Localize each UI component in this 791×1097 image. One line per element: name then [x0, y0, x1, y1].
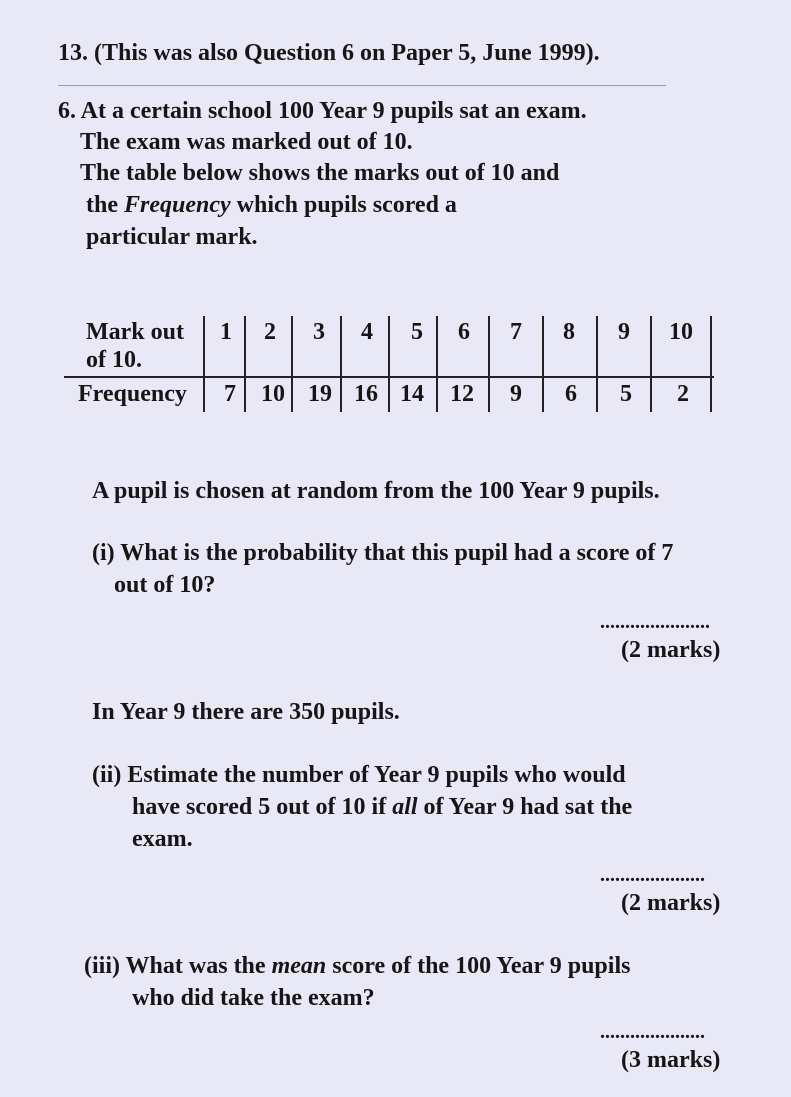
intro-line-4	[86, 190, 457, 220]
q2-line-2	[132, 792, 632, 822]
q2-marks: (2 marks)	[621, 890, 721, 916]
table-col-divider	[388, 316, 390, 412]
q1-line-1: (i) What is the probability that this pupil had a score of 7	[92, 540, 674, 566]
mark-cell: 2	[264, 319, 276, 345]
q2-line-2-em: all	[392, 794, 418, 820]
frequency-cell: 2	[677, 381, 689, 407]
table-col-divider	[650, 316, 652, 412]
table-col-divider	[542, 316, 544, 412]
q3-line-1	[84, 951, 630, 981]
q1-answer-line[interactable]: ......................	[600, 611, 710, 633]
q3-line-1-post: score of the 100 Year 9 pupils	[326, 953, 631, 979]
mark-cell: 8	[563, 319, 575, 345]
table-col-divider	[203, 316, 205, 412]
frequency-cell: 19	[308, 381, 332, 407]
frequency-cell: 12	[450, 381, 474, 407]
q2-line-2-pre: have scored 5 out of 10 if	[132, 794, 393, 820]
row-label-frequency: Frequency	[78, 381, 187, 407]
mark-cell: 3	[313, 319, 325, 345]
frequency-cell: 7	[224, 381, 236, 407]
row-label-mark-b: of 10.	[86, 347, 142, 373]
header-divider	[58, 85, 666, 86]
q3-marks: (3 marks)	[621, 1047, 721, 1073]
table-col-divider	[340, 316, 342, 412]
table-col-divider	[596, 316, 598, 412]
intro-freq-word: Frequency	[124, 192, 231, 218]
table-col-divider	[244, 316, 246, 412]
table-col-divider	[436, 316, 438, 412]
q2-line-1: (ii) Estimate the number of Year 9 pupils who would	[92, 762, 626, 788]
year9-info-line: In Year 9 there are 350 pupils.	[92, 699, 400, 725]
table-col-divider	[291, 316, 293, 412]
q1-line-2: out of 10?	[114, 572, 216, 598]
q1-marks: (2 marks)	[621, 637, 721, 663]
random-choice-line: A pupil is chosen at random from the 100 Year 9 pupils.	[92, 478, 660, 504]
q2-line-2-post: of Year 9 had sat the	[417, 794, 633, 820]
intro-line-3: The table below shows the marks out of 10 and	[80, 160, 560, 186]
table-col-divider	[710, 316, 712, 412]
q3-line-1-pre: (iii) What was the	[84, 953, 272, 979]
table-col-divider	[488, 316, 490, 412]
q3-line-2: who did take the exam?	[132, 985, 375, 1011]
frequency-cell: 10	[261, 381, 285, 407]
frequency-cell: 5	[620, 381, 632, 407]
q3-line-1-em: mean	[271, 953, 327, 979]
intro-line-2: The exam was marked out of 10.	[80, 129, 413, 155]
frequency-cell: 6	[565, 381, 577, 407]
q2-answer-line[interactable]: .....................	[600, 864, 705, 886]
mark-cell: 9	[618, 319, 630, 345]
row-label-mark-a: Mark out	[86, 319, 184, 345]
mark-cell: 5	[411, 319, 423, 345]
intro-line-5: particular mark.	[86, 224, 258, 250]
mark-cell: 1	[220, 319, 232, 345]
frequency-cell: 14	[400, 381, 424, 407]
intro-freq-post: which pupils scored a	[230, 192, 457, 218]
mark-cell: 4	[361, 319, 373, 345]
intro-freq-pre: the	[86, 192, 124, 218]
frequency-cell: 9	[510, 381, 522, 407]
mark-cell: 6	[458, 319, 470, 345]
question-header: 13. (This was also Question 6 on Paper 5, June 1999).	[58, 40, 600, 66]
mark-cell: 10	[669, 319, 693, 345]
q3-answer-line[interactable]: .....................	[600, 1021, 705, 1043]
marks-frequency-table	[78, 314, 718, 414]
q2-line-3: exam.	[132, 826, 193, 852]
mark-cell: 7	[510, 319, 522, 345]
frequency-cell: 16	[354, 381, 378, 407]
intro-line-1: 6. At a certain school 100 Year 9 pupils sat an exam.	[58, 98, 587, 124]
